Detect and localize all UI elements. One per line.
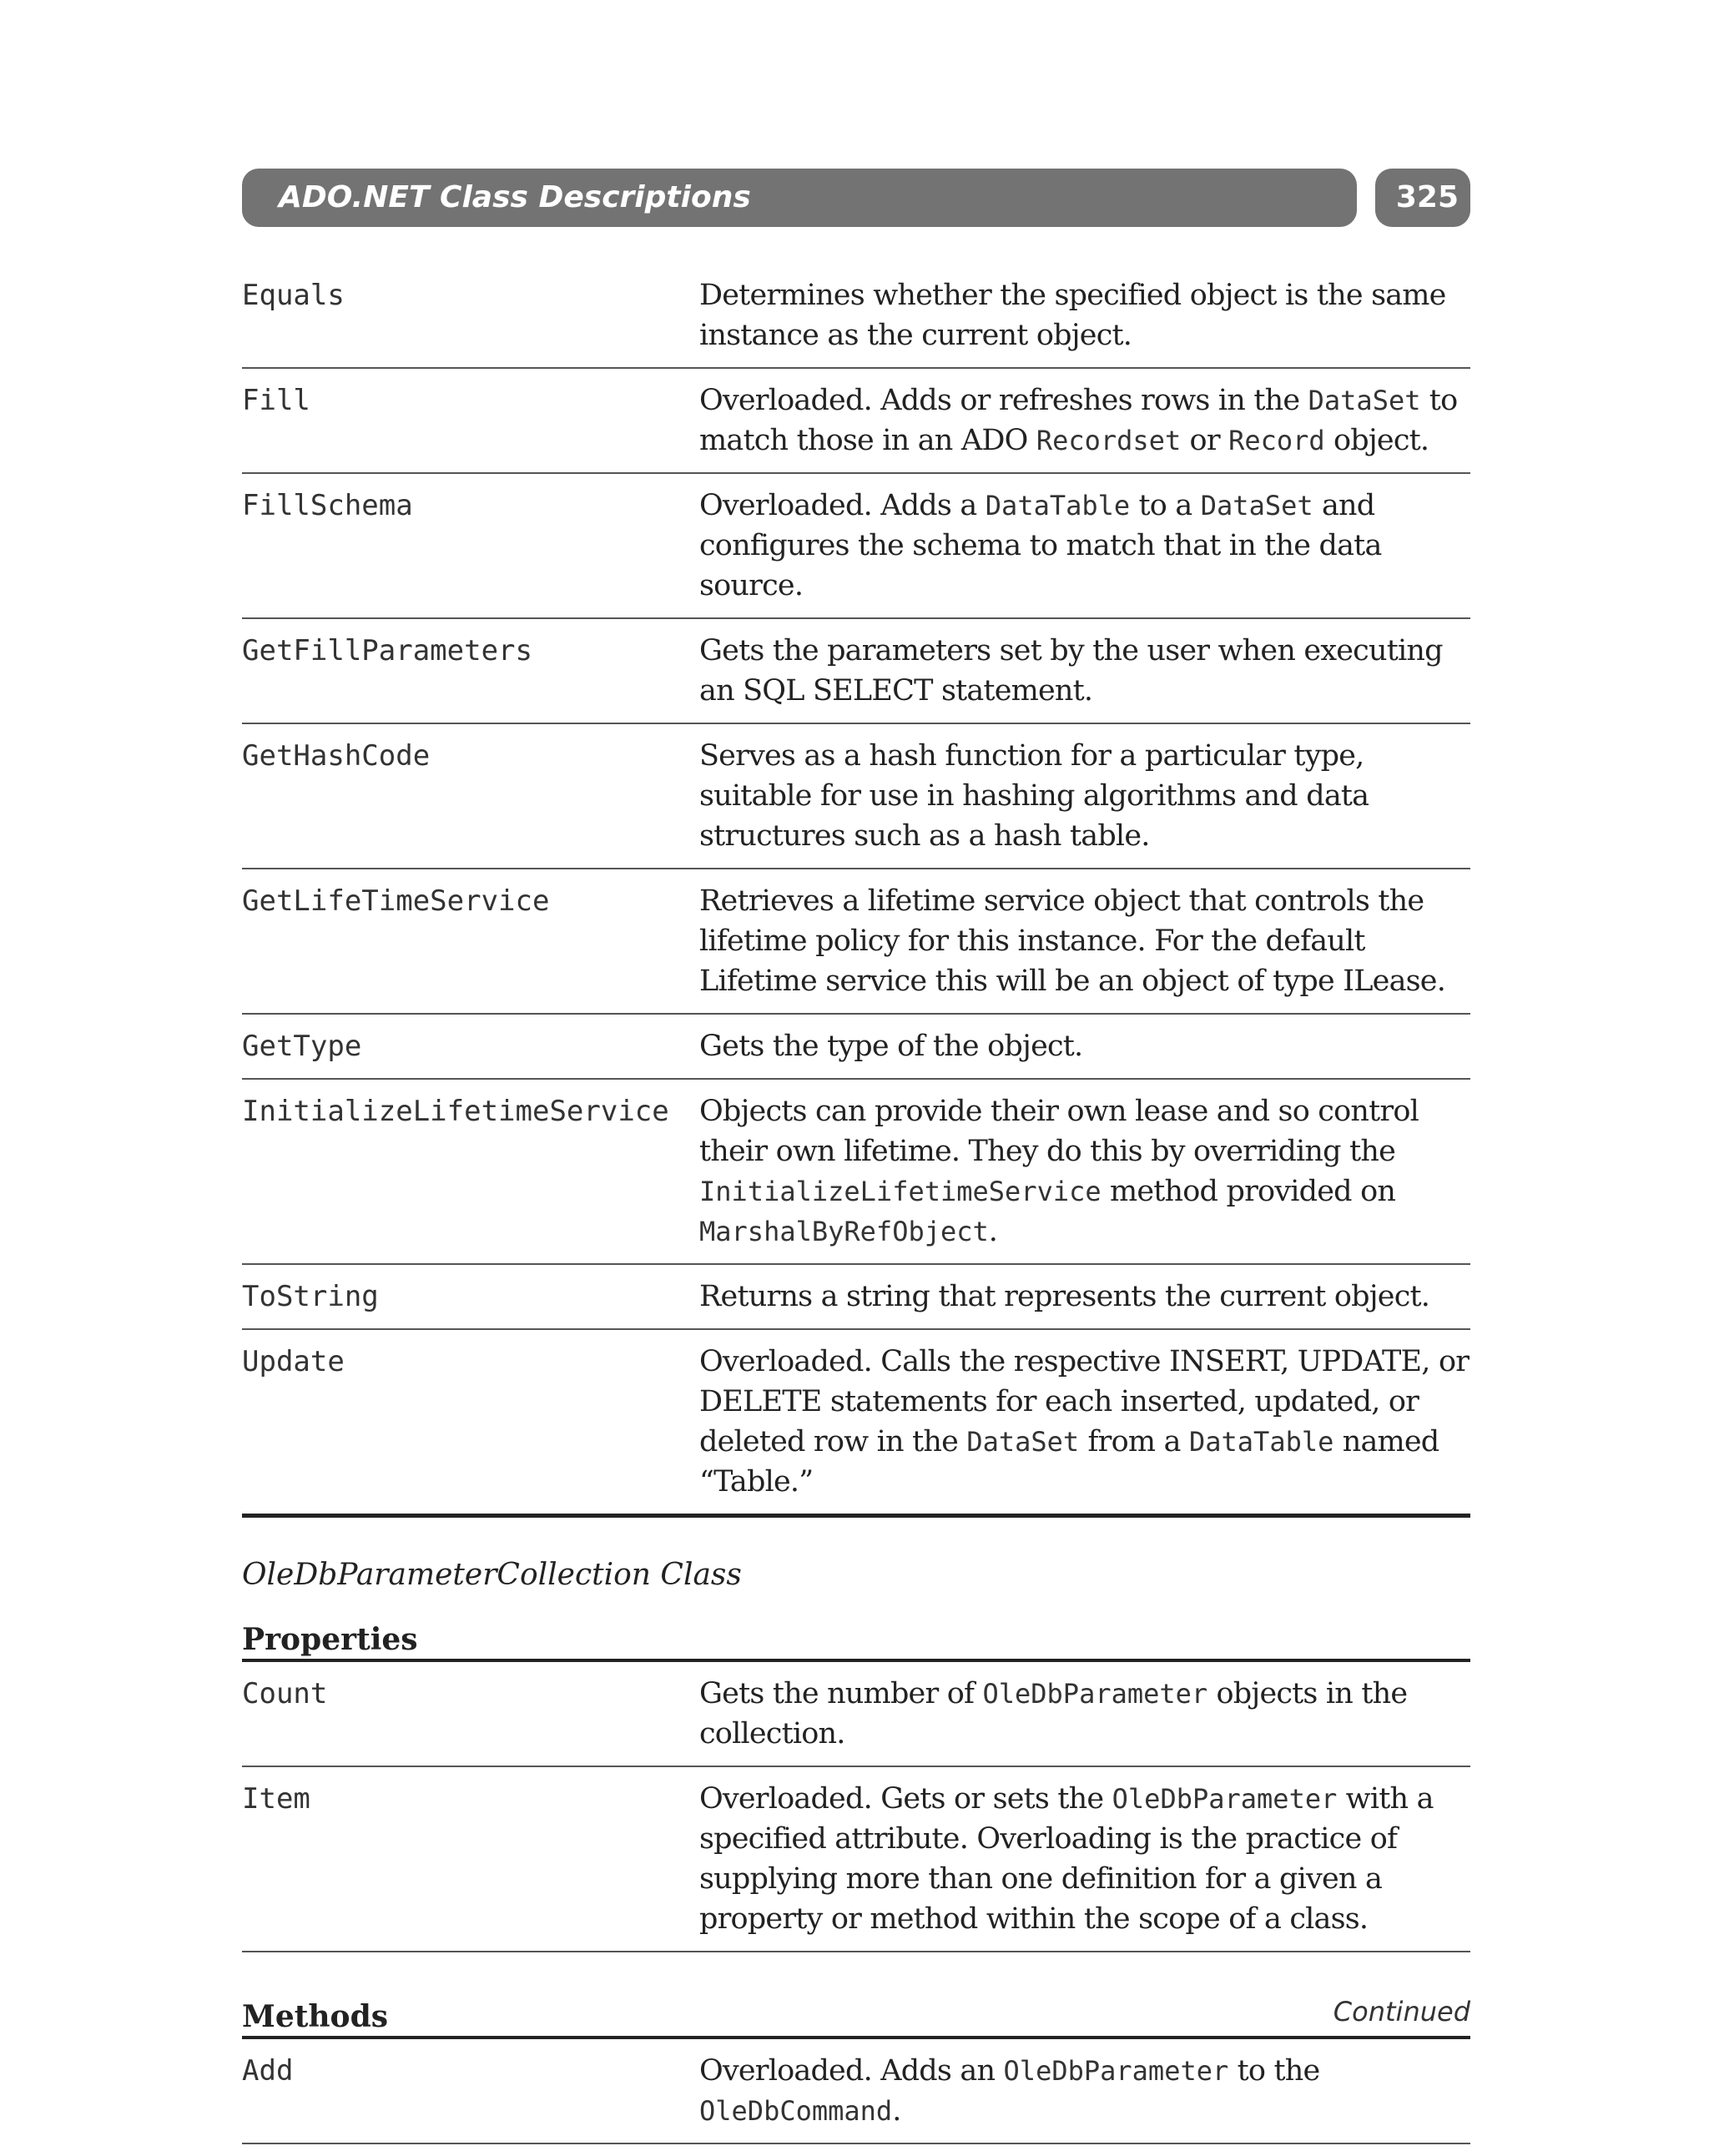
code-term: MarshalByRefObject — [699, 1216, 989, 1247]
code-term: DataSet — [966, 1426, 1080, 1458]
description-text: Overloaded. Adds a — [699, 489, 986, 522]
description-text: Overloaded. Gets or sets the — [699, 1782, 1112, 1816]
member-name: GetLifeTimeService — [242, 884, 550, 918]
page-number: 325 — [1395, 180, 1459, 214]
code-term: InitializeLifetimeService — [699, 1176, 1102, 1207]
member-name: Add — [242, 2054, 294, 2088]
description-text: Overloaded. Adds or refreshes rows in the — [699, 384, 1308, 417]
description-text: Overloaded. Calls the respective INSERT, UPDATE, or DELETE statements for each inserted, updated, or deleted row in the — [699, 1345, 1470, 1458]
running-header — [242, 169, 1357, 227]
table-row — [242, 2051, 1470, 2144]
description-text: Overloaded. Adds an — [699, 2054, 1004, 2088]
description-text: from a — [1079, 1425, 1189, 1458]
description-text: named “Table.” — [699, 1425, 1439, 1499]
code-term: DataTable — [1188, 1426, 1334, 1458]
section-title: OleDbParameterCollection Class — [242, 1558, 742, 1592]
description-text: . — [988, 1215, 998, 1248]
description-text: Determines whether the specified object is the same instance as the current object. — [699, 279, 1446, 352]
code-term: OleDbCommand — [699, 2095, 893, 2127]
properties-table — [242, 1674, 1470, 1952]
page-content — [242, 275, 1470, 2156]
description-text: Gets the number of — [699, 1677, 983, 1710]
member-name: GetFillParameters — [242, 634, 532, 667]
table-row — [242, 736, 1470, 869]
description-text: to the — [1228, 2054, 1320, 2088]
table-row — [242, 1674, 1470, 1767]
code-term: OleDbParameter — [1112, 1783, 1338, 1815]
description-text: Serves as a hash function for a particular type, suitable for use in hashing algorithms and data structures such as a hash table. — [699, 739, 1369, 853]
description-text: Gets the parameters set by the user when executing an SQL SELECT statement. — [699, 634, 1443, 708]
member-description — [699, 275, 1470, 355]
member-name: Equals — [242, 279, 345, 312]
code-term: DataSet — [1308, 385, 1421, 416]
member-name: GetType — [242, 1030, 362, 1063]
member-description — [699, 1091, 1470, 1252]
description-text: Objects can provide their own lease and so control their own lifetime. They do this by overriding the — [699, 1095, 1419, 1168]
member-description — [699, 1779, 1470, 1939]
table-row — [242, 380, 1470, 474]
description-text: with a specified attribute. Overloading is the practice of supplying more than one definition for a given a property or method within the scope of a class. — [699, 1782, 1434, 1936]
table-row — [242, 1026, 1470, 1080]
continued-note: Continued — [1333, 1996, 1470, 2028]
table-row — [242, 631, 1470, 724]
member-description — [699, 881, 1470, 1001]
member-name: FillSchema — [242, 489, 413, 522]
member-name: InitializeLifetimeService — [242, 1095, 669, 1128]
table-row — [242, 275, 1470, 369]
page-number-box — [1375, 169, 1470, 227]
description-text: object. — [1324, 424, 1429, 457]
description-text: and configures the schema to match that in the data source. — [699, 489, 1382, 602]
member-description — [699, 1342, 1470, 1502]
table-row — [242, 1277, 1470, 1330]
table-row — [242, 1091, 1470, 1265]
code-term: Record — [1228, 425, 1325, 456]
description-text: to match those in an ADO — [699, 384, 1458, 457]
description-text: method provided on — [1101, 1175, 1396, 1208]
description-text: to a — [1130, 489, 1201, 522]
member-description — [699, 631, 1470, 711]
member-name: GetHashCode — [242, 739, 431, 773]
member-name: Item — [242, 1782, 310, 1816]
code-term: Recordset — [1036, 425, 1182, 456]
description-text: Gets the type of the object. — [699, 1030, 1083, 1063]
code-term: DataSet — [1200, 490, 1313, 521]
description-text: Retrieves a lifetime service object that controls the lifetime policy for this instance. For the default Lifetime service this will be an object of type ILease. — [699, 884, 1446, 998]
methods-table — [242, 2051, 1470, 2144]
header-title: ADO.NET Class Descriptions — [279, 180, 751, 214]
methods-heading: Methods — [242, 1999, 1470, 2039]
description-text: Returns a string that represents the current object. — [699, 1280, 1430, 1313]
member-description — [699, 1277, 1470, 1317]
methods-table-continued — [242, 275, 1470, 1518]
description-text: objects in the collection. — [699, 1677, 1408, 1750]
member-description — [699, 380, 1470, 461]
member-name: Fill — [242, 384, 310, 417]
member-description — [699, 1026, 1470, 1066]
member-name: Count — [242, 1677, 328, 1710]
code-term: OleDbParameter — [1003, 2055, 1229, 2087]
table-row — [242, 486, 1470, 619]
member-description — [699, 1674, 1470, 1754]
table-row — [242, 1779, 1470, 1952]
member-name: Update — [242, 1345, 345, 1378]
member-name: ToString — [242, 1280, 379, 1313]
code-term: DataTable — [985, 490, 1131, 521]
code-term: OleDbParameter — [982, 1678, 1208, 1710]
member-description — [699, 486, 1470, 606]
description-text: . — [892, 2094, 901, 2128]
member-description — [699, 2051, 1470, 2131]
member-description — [699, 736, 1470, 856]
table-row — [242, 881, 1470, 1015]
description-text: or — [1181, 424, 1229, 457]
table-row — [242, 1342, 1470, 1518]
properties-heading: Properties — [242, 1622, 1470, 1662]
